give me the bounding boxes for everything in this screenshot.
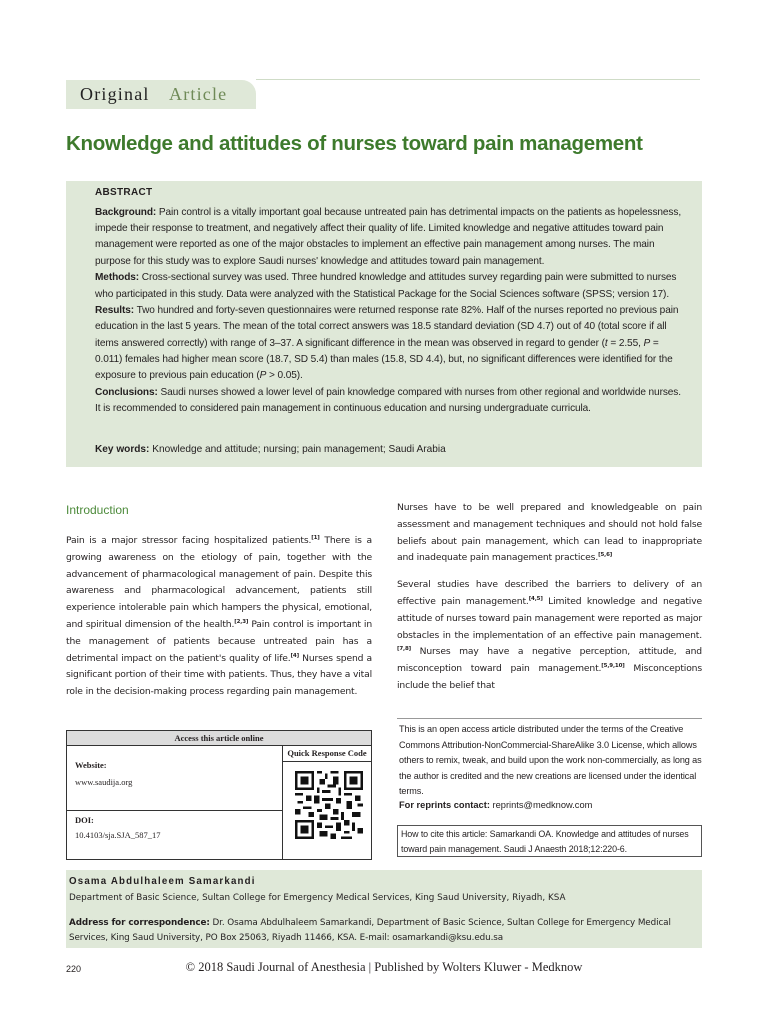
intro-paragraph-3 xyxy=(397,577,702,695)
abstract-conclusions xyxy=(95,385,688,417)
results-label: Results: xyxy=(95,305,135,317)
text-run: Pain is a major stressor facing hospitalized patients. xyxy=(66,535,312,546)
correspondence xyxy=(69,916,699,946)
results-p-symbol: P xyxy=(259,370,267,382)
intro-paragraph-2 xyxy=(397,500,702,567)
background-label: Background: xyxy=(95,207,157,218)
conclusions-label: Conclusions: xyxy=(95,386,158,398)
citation[interactable]: [1] xyxy=(311,534,320,541)
correspondence-label: Address for correspondence: xyxy=(69,918,210,928)
citation[interactable]: [5,6] xyxy=(598,552,613,559)
citation[interactable]: [4,5] xyxy=(528,595,543,602)
right-column xyxy=(397,500,702,695)
citation[interactable]: [5,9,10] xyxy=(601,663,625,670)
article-title: Knowledge and attitudes of nurses toward pain management xyxy=(66,132,643,155)
access-header: Access this article online xyxy=(67,731,371,746)
abstract-background xyxy=(95,205,688,270)
abstract-box xyxy=(66,181,702,467)
abstract-results xyxy=(95,303,688,384)
text-run: Nurses may have a negative perception, attitude, and misconception toward pain management. xyxy=(397,646,702,675)
methods-label: Methods: xyxy=(95,272,140,284)
reprints-email[interactable]: reprints@medknow.com xyxy=(492,800,593,810)
abstract-heading: ABSTRACT xyxy=(95,187,153,198)
footer-copyright: © 2018 Saudi Journal of Anesthesia | Published by Wolters Kluwer - Medknow xyxy=(185,960,583,974)
qr-code-icon[interactable] xyxy=(295,771,363,839)
citation-box: How to cite this article: Samarkandi OA. Knowledge and attitudes of nurses toward pain management. Saudi J Anaesth 2018;12:220-6. xyxy=(397,825,702,857)
open-access-rule xyxy=(397,718,702,719)
text-run: Misconceptions include the belief that xyxy=(397,663,702,691)
keywords-label: Key words: xyxy=(95,444,150,455)
author-affiliation: Department of Basic Science, Sultan College for Emergency Medical Services, King Saud University, Riyadh, KSA xyxy=(69,893,566,903)
text-run: Pain control is important in the management of patients because untreated pain has a detrimental impact on the patient's quality of life. xyxy=(66,618,373,664)
intro-paragraph-1 xyxy=(66,533,372,701)
introduction-heading: Introduction xyxy=(66,503,129,517)
methods-text: Cross-sectional survey was used. Three hundred knowledge and attitudes survey regarding pain were submitted to nurses who participated in this study. Data were analyzed with the Statistical Package for the Social Sciences software (SPSS; version 17). xyxy=(95,272,677,300)
left-column xyxy=(66,500,372,701)
section-label: Original xyxy=(80,84,150,104)
results-t-symbol: t xyxy=(604,337,608,349)
results-p-symbol: P xyxy=(643,337,651,349)
qr-panel xyxy=(283,746,371,859)
reprints-label: For reprints contact: xyxy=(399,800,490,810)
citation[interactable]: [2,3] xyxy=(234,618,249,625)
background-text: Pain control is a vitally important goal because untreated pain has detrimental impacts on the patients as hopelessness, impede their response to treatment, and negatively affect their quality of life. Limited knowledge and negative attitudes toward pain management were reported as one of the major obstacles to implement an effective pain management among nurses. The main purpose for this study was to explore Saudi nurses' knowledge and attitudes toward pain management. xyxy=(95,207,682,267)
header-rule xyxy=(256,79,700,80)
access-online-box xyxy=(66,730,372,860)
website-label: Website: xyxy=(75,760,107,770)
page-number: 220 xyxy=(66,964,82,974)
text-run: There is a growing awareness on the etiology of pain, together with the advancement of pharmacological management of pain. Despite this awareness and pharmacological advancement, patients still experience intolerable pain which hampers the physical, emotional, and spiritual dimension of the health. xyxy=(66,535,372,630)
conclusions-text: Saudi nurses showed a lower level of pain knowledge compared with nurses from other regional and worldwide nurses. It is recommended to considered pain management in continuous education and nursing undergraduate curricula. xyxy=(95,386,681,414)
abstract-body xyxy=(95,205,688,418)
text-run: Limited knowledge and negative attitude of nurses toward pain management were reported as major obstacles in the implementation of an effective pain management. xyxy=(397,595,702,641)
results-text: = 0.011) females had higher mean score (18.7, SD 5.4) than males (15.8, SD 4.4), but, no significant differences were identified for the exposure to previous pain education ( xyxy=(95,337,673,382)
text-run: Nurses have to be well prepared and knowledgeable on pain assessment and management techniques and should not hold false beliefs about pain management, which can lead to inappropriate and inadequate pain management practices. xyxy=(397,502,702,564)
citation[interactable]: [7,8] xyxy=(397,646,412,653)
doi-label: DOI: xyxy=(75,815,94,825)
citation[interactable]: [4] xyxy=(290,652,299,659)
author-name: Osama Abdulhaleem Samarkandi xyxy=(69,876,256,887)
website-link[interactable]: www.saudija.org xyxy=(75,777,133,787)
abstract-methods xyxy=(95,270,688,302)
qr-label: Quick Response Code xyxy=(283,746,371,762)
section-type: Article xyxy=(169,84,228,104)
open-access-notice: This is an open access article distributed under the terms of the Creative Commons Attribution-NonCommercial-ShareAlike 3.0 License, which allows others to remix, tweak, and build upon the work non-commercially, as long as the author is credited and the new creations are licensed under the identical terms. xyxy=(399,724,702,796)
text-run: Several studies have described the barriers to delivery of an effective pain management. xyxy=(397,579,702,607)
section-tab xyxy=(66,80,256,109)
access-info xyxy=(67,746,283,859)
doi-link[interactable]: 10.4103/sja.SJA_587_17 xyxy=(75,830,161,840)
text-run: Nurses spend a significant portion of their time with patients. Thus, they have a vital role in the decision-making process regarding pain management. xyxy=(66,652,372,698)
results-text: = 2.55, xyxy=(607,337,644,349)
keywords xyxy=(95,444,446,455)
correspondence-text: Dr. Osama Abdulhaleem Samarkandi, Department of Basic Science, Sultan College for Emergency Medical Services, King Saud University, PO Box 25063, Riyadh 11466, KSA. E-mail: osamarkandi@ksu.edu.sa xyxy=(69,918,671,943)
results-text: Two hundred and forty-seven questionnaires were returned response rate 82%. Half of the nurses reported no previous pain education in the last 5 years. The mean of the total correct answers was 18.5 standard deviation (SD 4.7) out of 40 (total score if all items answered correctly) with range of 3–37. A significant difference in the mean was observed in regard to gender ( xyxy=(95,305,679,349)
author-block xyxy=(66,870,702,948)
results-text: > 0.05). xyxy=(266,370,303,382)
divider xyxy=(67,810,283,811)
reprints-contact xyxy=(399,800,592,810)
keywords-text: Knowledge and attitude; nursing; pain management; Saudi Arabia xyxy=(152,444,446,455)
